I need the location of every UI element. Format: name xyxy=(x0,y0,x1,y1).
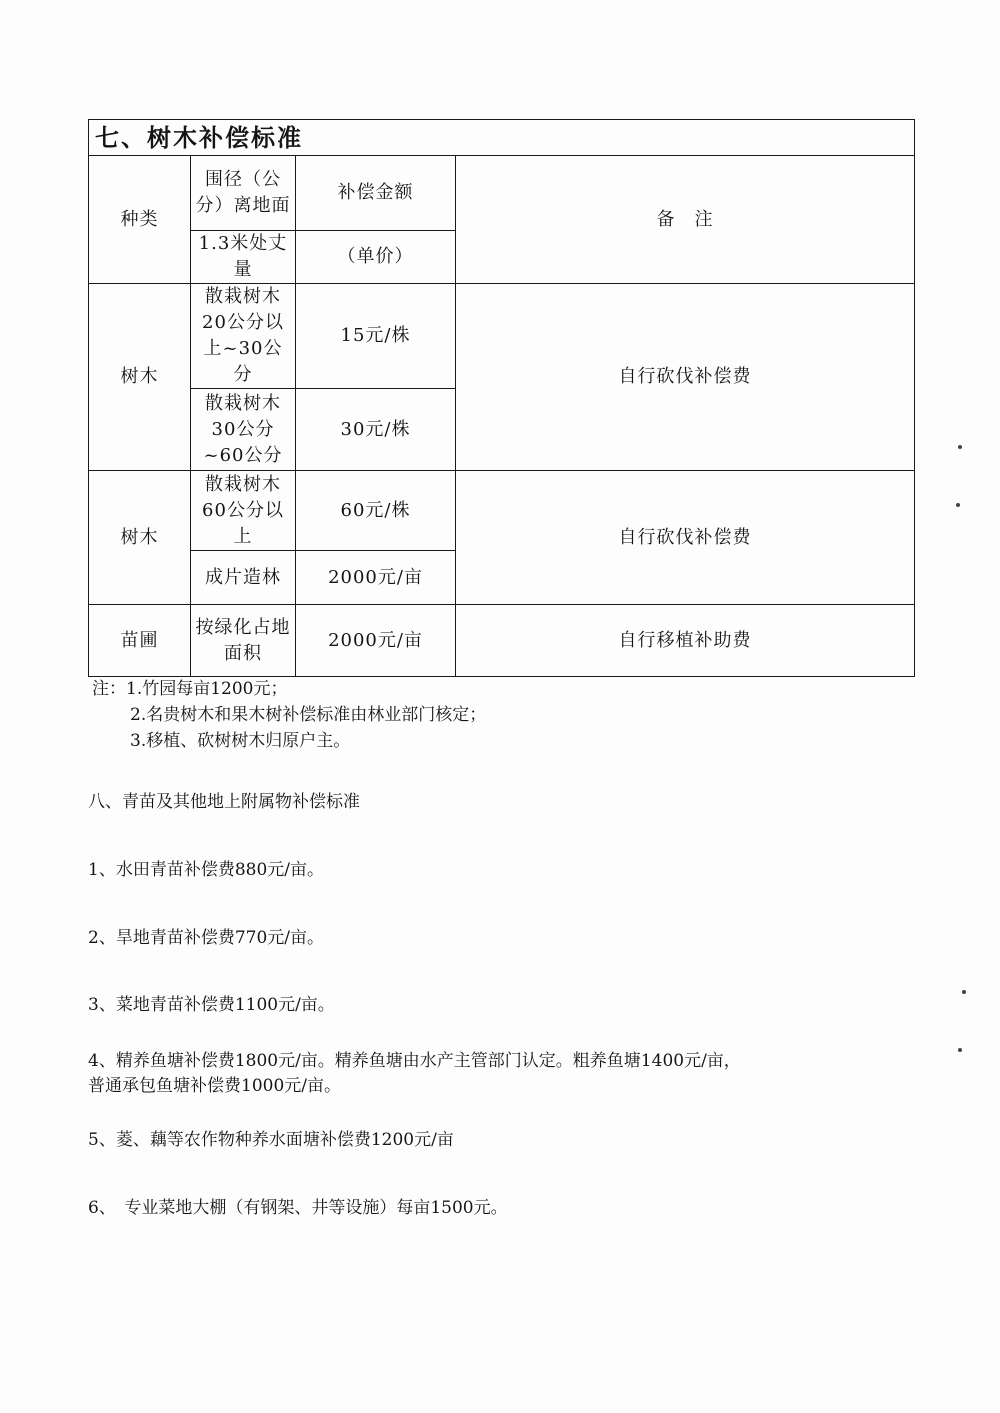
section-8-item-4-cont: 普通承包鱼塘补偿费1000元/亩。 xyxy=(88,1076,341,1096)
section-8-item-3: 3、菜地青苗补偿费1100元/亩。 xyxy=(88,995,335,1015)
group-2-kind: 树木 xyxy=(89,471,191,605)
note-prefix: 注： xyxy=(92,679,126,699)
scan-speck xyxy=(958,1048,962,1052)
group-1-remark: 自行砍伐补偿费 xyxy=(456,284,915,471)
group-2-spec-2: 成片造林 xyxy=(191,551,296,605)
group-2-price-1: 60元/株 xyxy=(296,471,456,551)
group-1-price-1: 15元/株 xyxy=(296,284,456,389)
header-amount-line2: （单价） xyxy=(296,231,456,284)
section-8-title: 八、青苗及其他地上附属物补偿标准 xyxy=(88,792,360,812)
group-2-remark: 自行砍伐补偿费 xyxy=(456,471,915,605)
header-girth-line1: 围径（公分）离地面 xyxy=(191,156,296,231)
scan-speck xyxy=(956,503,960,507)
note-item-2: 2.名贵树木和果木树补偿标准由林业部门核定； xyxy=(130,705,487,725)
section-8-item-1: 1、水田青苗补偿费880元/亩。 xyxy=(88,860,324,880)
section-7-title: 七、树木补偿标准 xyxy=(89,120,915,156)
header-remark: 备 注 xyxy=(456,156,915,284)
note-item-1: 1.竹园每亩1200元； xyxy=(126,679,288,699)
group-1-spec-2: 散栽树木30公分~60公分 xyxy=(191,389,296,471)
scan-speck xyxy=(958,445,962,449)
group-2-spec-1: 散栽树木60公分以上 xyxy=(191,471,296,551)
note-line-1 xyxy=(92,676,486,702)
tree-compensation-table xyxy=(88,119,915,677)
header-amount-line1: 补偿金额 xyxy=(296,156,456,231)
table-notes xyxy=(92,676,486,754)
group-3-price-1: 2000元/亩 xyxy=(296,605,456,677)
note-item-3: 3.移植、砍树树木归原户主。 xyxy=(130,731,351,751)
group-1-kind: 树木 xyxy=(89,284,191,471)
group-3-remark: 自行移植补助费 xyxy=(456,605,915,677)
group-1-price-2: 30元/株 xyxy=(296,389,456,471)
header-girth-line2: 1.3米处丈量 xyxy=(191,231,296,284)
header-kind: 种类 xyxy=(89,156,191,284)
scan-speck xyxy=(962,990,966,994)
section-8-item-4: 4、精养鱼塘补偿费1800元/亩。精养鱼塘由水产主管部门认定。粗养鱼塘1400元/亩， xyxy=(88,1051,741,1071)
group-2-price-2: 2000元/亩 xyxy=(296,551,456,605)
section-8-item-6: 6、 专业菜地大棚（有钢架、井等设施）每亩1500元。 xyxy=(88,1198,508,1218)
section-8-item-5: 5、菱、藕等农作物种养水面塘补偿费1200元/亩 xyxy=(88,1130,454,1150)
group-1-spec-1: 散栽树木20公分以上~30公分 xyxy=(191,284,296,389)
group-3-spec-1: 按绿化占地面积 xyxy=(191,605,296,677)
group-3-kind: 苗圃 xyxy=(89,605,191,677)
section-8-item-2: 2、旱地青苗补偿费770元/亩。 xyxy=(88,928,324,948)
